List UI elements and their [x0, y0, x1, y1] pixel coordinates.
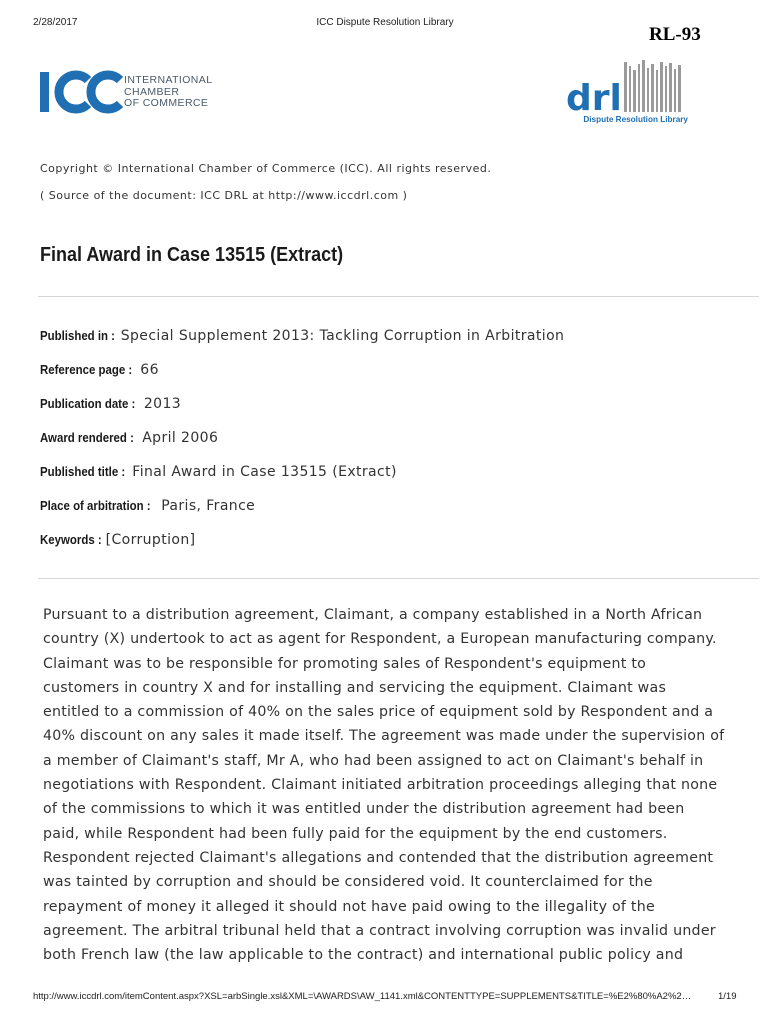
meta-label: Published title :	[40, 464, 126, 479]
print-page-title: ICC Dispute Resolution Library	[316, 17, 454, 28]
body-line: repayment of money it alleged it should not have paid owing to the illegality of the	[43, 898, 655, 915]
meta-published-in	[40, 328, 564, 345]
meta-publication-date	[40, 396, 181, 413]
body-line: paid, while Respondent had been fully paid for the equipment by the end customers.	[43, 825, 668, 842]
drl-logo	[566, 60, 688, 124]
icc-name-line: OF COMMERCE	[124, 97, 209, 109]
meta-keywords	[40, 532, 196, 549]
meta-value: [Corruption]	[105, 532, 196, 548]
meta-value: 66	[140, 362, 159, 378]
award-body	[43, 603, 743, 967]
meta-label: Place of arbitration :	[40, 498, 151, 513]
copyright-notice: Copyright © International Chamber of Commerce (ICC). All rights reserved.	[40, 162, 492, 175]
print-date: 2/28/2017	[33, 17, 78, 28]
icc-name-line: CHAMBER	[124, 85, 180, 98]
body-line: Claimant was to be responsible for promoting sales of Respondent's equipment to	[43, 655, 647, 672]
meta-place-of-arbitration	[40, 498, 255, 515]
meta-value: April 2006	[142, 430, 219, 446]
footer-page-number: 1/19	[718, 991, 737, 1002]
meta-value: 2013	[143, 396, 182, 412]
icc-name	[124, 75, 212, 110]
body-line: was tainted by corruption and should be considered void. It counterclaimed for the	[43, 874, 653, 891]
svg-text:Dispute Resolution Library: Dispute Resolution Library	[583, 115, 688, 124]
body-line: negotiations with Respondent. Claimant initiated arbitration proceedings alleging that none	[43, 777, 718, 794]
body-line: agreement. The arbitral tribunal held that a contract involving corruption was invalid under	[43, 922, 716, 939]
body-line: customers in country X and for installing and servicing the equipment. Claimant was	[43, 679, 667, 696]
body-line: Pursuant to a distribution agreement, Claimant, a company established in a North African	[43, 607, 703, 623]
meta-label: Reference page :	[40, 362, 133, 377]
meta-reference-page	[40, 362, 159, 379]
body-line: both French law (the law applicable to the contract) and international public policy and	[43, 947, 684, 964]
meta-label: Keywords :	[40, 532, 102, 547]
source-notice: ( Source of the document: ICC DRL at http://www.iccdrl.com )	[40, 189, 408, 202]
meta-label: Award rendered :	[40, 430, 134, 445]
footer-url: http://www.iccdrl.com/itemContent.aspx?XSL=arbSingle.xsl&XML=\AWARDS\AW_1141.xml&CONTENTTYPE=SUPPLEMENTS&TITLE=%E2%80%A2%2…	[33, 991, 692, 1002]
meta-label: Publication date :	[40, 396, 136, 411]
meta-value: Final Award in Case 13515 (Extract)	[132, 464, 397, 480]
body-line: Respondent rejected Claimant's allegations and contended that the distribution agreement	[43, 849, 714, 866]
meta-label: Published in :	[40, 328, 116, 343]
meta-value: Special Supplement 2013: Tackling Corruption in Arbitration	[120, 328, 565, 344]
body-line: of the commissions to which it was entitled under the distribution agreement had been	[43, 801, 685, 818]
meta-award-rendered	[40, 430, 218, 447]
meta-published-title	[40, 464, 397, 481]
icc-name-line: INTERNATIONAL	[124, 74, 213, 86]
body-line: a member of Claimant's staff, Mr A, who had been assigned to act on Claimant's behalf in	[43, 752, 704, 769]
exhibit-stamp: RL-93	[649, 24, 701, 45]
body-line: entitled to a commission of 40% on the sales price of equipment sold by Respondent and a	[43, 704, 714, 721]
document-title: Final Award in Case 13515 (Extract)	[40, 244, 344, 266]
divider	[38, 296, 759, 297]
divider	[38, 578, 759, 579]
meta-value: Paris, France	[161, 498, 256, 514]
body-line: 40% discount on any sales it made itself. The agreement was made under the supervision of	[43, 728, 725, 745]
svg-text:drl: drl	[566, 78, 622, 119]
body-line: country (X) undertook to act as agent for Respondent, a European manufacturing company.	[43, 631, 717, 648]
